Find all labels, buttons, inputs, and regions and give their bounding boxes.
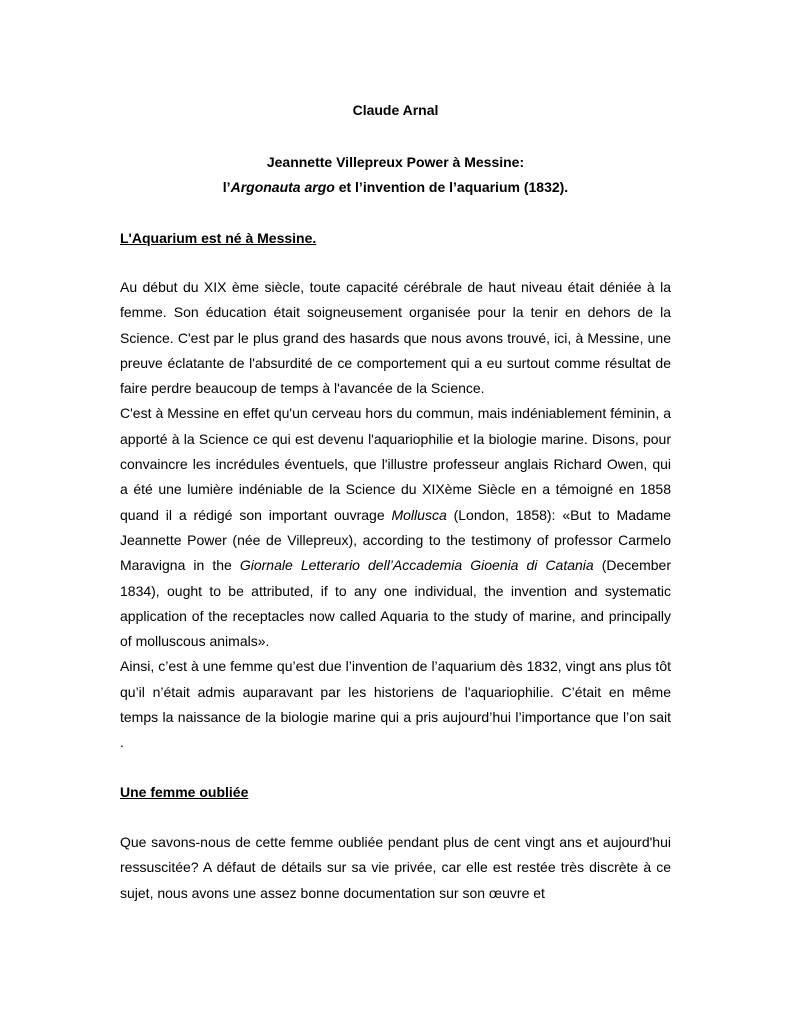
document-title <box>120 150 671 200</box>
paragraph-conclusion: Ainsi, c’est à une femme qu’est due l’invention de l’aquarium dès 1832, vingt ans plus tôt qu’il n’était admis auparavant par les historiens de l'aquariophilie. C’était en même temps la naissance de la biologie marine qui a pris aujourd’hui l’importance que l’on sait . <box>120 658 671 751</box>
section-1-body <box>120 275 671 756</box>
section-heading-forgotten-woman: Une femme oubliée <box>120 784 249 800</box>
title-line-1: Jeannette Villepreux Power à Messine: <box>266 154 525 170</box>
journal-title: Giornale Letterario dell’Accademia Gioenia di Catania <box>239 557 594 574</box>
author-name: Claude Arnal <box>352 102 439 118</box>
paragraph-owen-quote: C'est à Messine en effet qu'un cerveau hors du commun, mais indéniablement féminin, a apporté à la Science ce qui est devenu l'aquariophilie et la biologie marine. Disons, pour convaincre les incrédules éventuels, que l'illustre professeur anglais Richard Owen, qui a été une lumière indéniable de la Science du XIXème Siècle en a témoigné en 1858 quand il a rédigé son important ouvrage Mollusca (London, 1858): «But to Madame Jeannette Power (née de Villepreux), according to the testimony of professor Carmelo Maravigna in the Giornale Letterario dell’Accademia Gioenia di Catania (December 1834), ought to be attributed, if to any one individual, the invention and systematic application of the receptacles now called Aquaria to the study of marine, and principally of molluscous animals». <box>120 405 672 650</box>
paragraph-intro: Au début du XIX ème siècle, toute capacité cérébrale de haut niveau était déniée à la femme. Son éducation était soigneusement organisée pour la tenir en dehors de la Science. C'est par le plus grand des hasards que nous avons trouvé, ici, à Messine, une preuve éclatante de l'absurdité de ce comportement qui a eu surtout comme résultat de faire perdre beaucoup de temps à l'avancée de la Science. <box>120 279 671 397</box>
section-heading-aquarium: L'Aquarium est né à Messine. <box>120 230 317 246</box>
section-2-body <box>120 830 671 906</box>
paragraph-forgotten-woman: Que savons-nous de cette femme oubliée pendant plus de cent vingt ans et aujourd'hui ressuscitée? A défaut de détails sur sa vie privée, car elle est restée très discrète à ce sujet, nous avons une assez bonne documentation sur son œuvre et <box>120 834 671 901</box>
title-species-name: Argonauta argo <box>230 179 335 195</box>
title-line-2: l’Argonauta argo et l’invention de l’aquarium (1832). <box>222 179 569 195</box>
book-title-mollusca: Mollusca <box>391 506 447 523</box>
